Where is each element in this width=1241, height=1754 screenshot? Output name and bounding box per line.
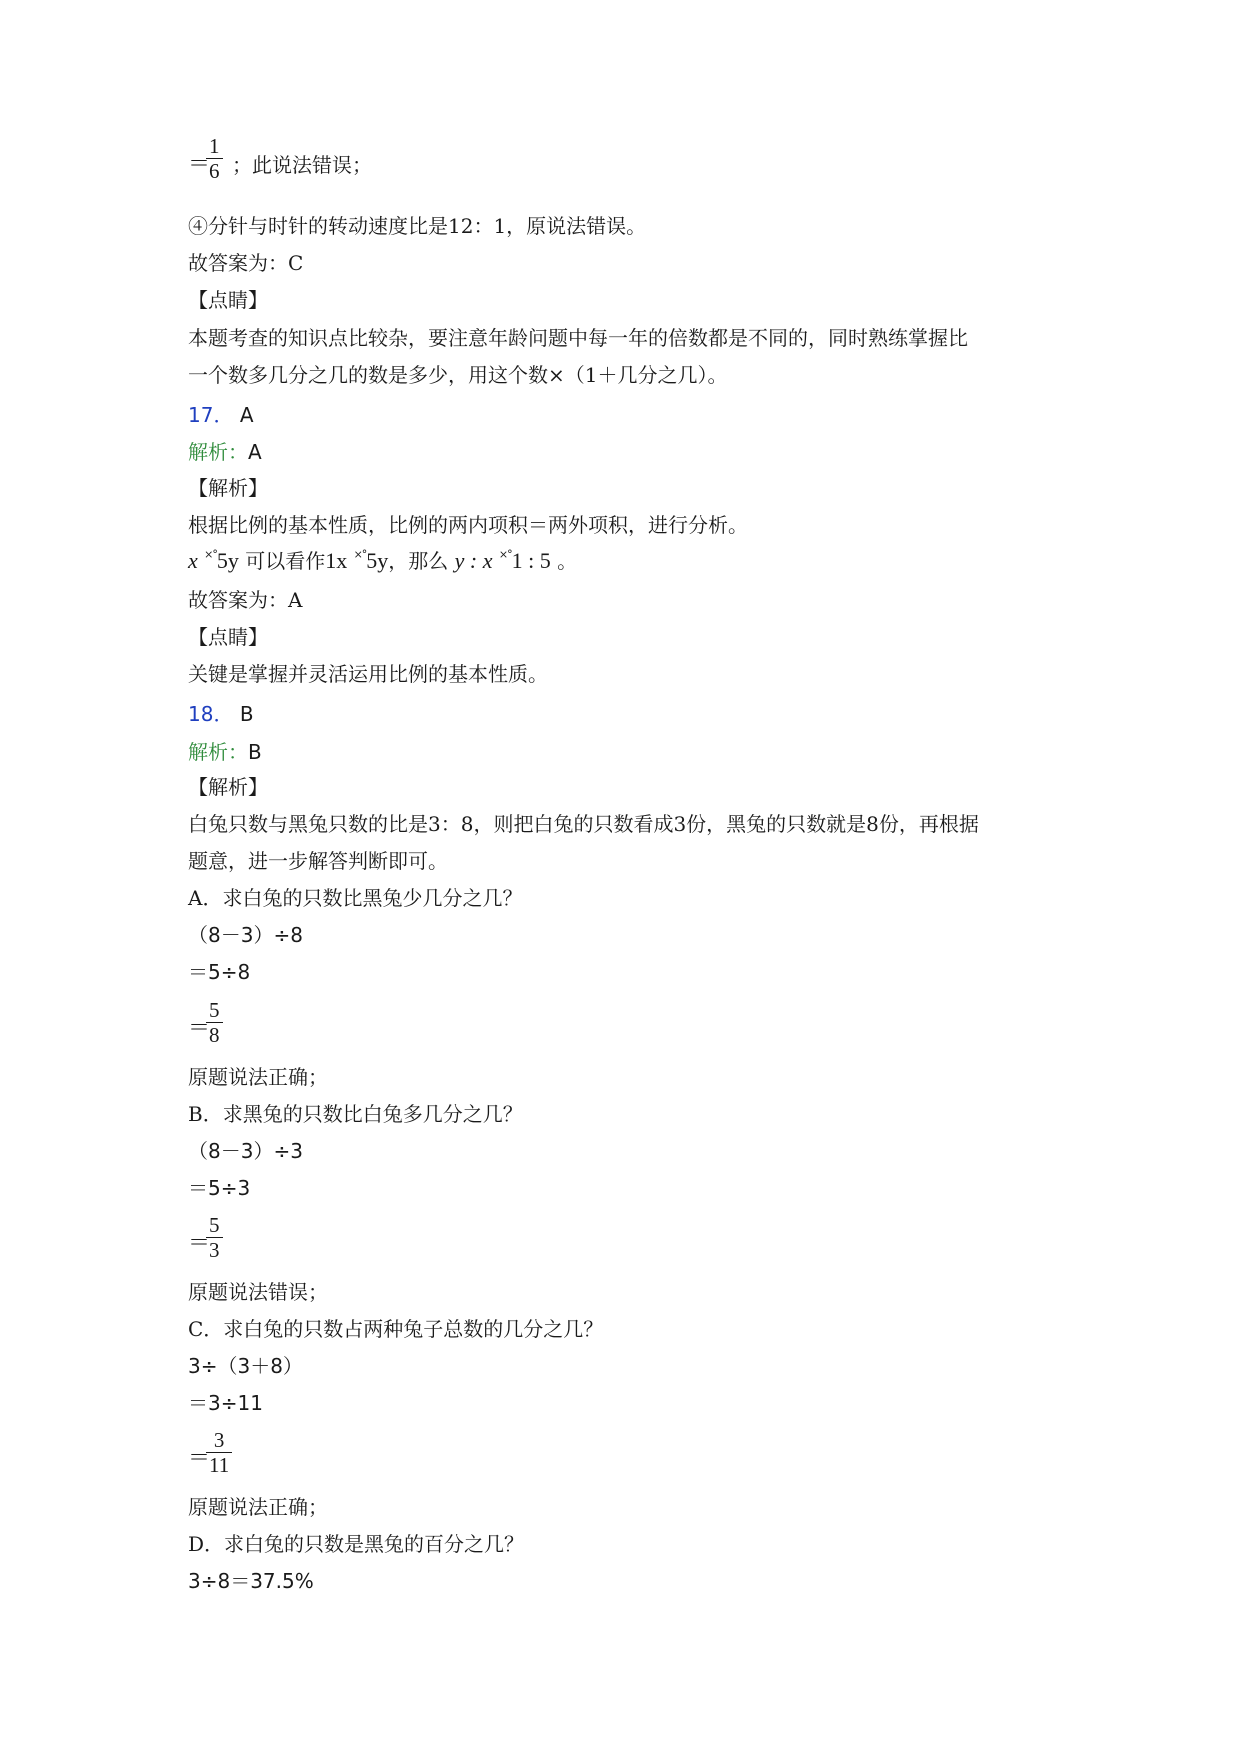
fraction-denominator: 3 [209, 1238, 220, 1262]
formula-mark: ×° [204, 548, 217, 561]
tip-heading: 【点睛】 [188, 288, 268, 312]
jiexi-label: 解析： [188, 740, 248, 764]
option-b-result: 原题说法错误； [188, 1280, 328, 1304]
fraction [206, 1213, 223, 1262]
fraction-denominator: 8 [209, 1023, 220, 1047]
fraction [206, 998, 223, 1047]
equals-sign: ＝ [188, 1231, 211, 1256]
option-b-step-1: （8－3）÷3 [188, 1139, 303, 1163]
answer-line-c: 故答案为：C [188, 251, 304, 275]
ratio-formula [188, 547, 577, 579]
option-d-step-1: 3÷8＝37.5% [188, 1569, 314, 1593]
equals-sign: ＝ [188, 152, 211, 177]
question-18-header [188, 700, 254, 728]
formula-comma: ，那么 [388, 549, 449, 573]
jiexi-label: 解析： [188, 440, 248, 464]
fraction-numerator: 1 [209, 134, 220, 158]
tip-text-line-1: 本题考查的知识点比较杂，要注意年龄问题中每一年的倍数都是不同的，同时熟练掌握比 [188, 326, 968, 350]
equals-sign: ＝ [188, 1016, 211, 1041]
jiexi-value: A [248, 440, 262, 464]
analysis-text-18b: 题意，进一步解答判断即可。 [188, 849, 448, 873]
jiexi-line-18 [188, 738, 262, 766]
tip-text-line-2: 一个数多几分之几的数是多少，用这个数×（1＋几分之几）。 [188, 363, 728, 387]
option-c-result: 原题说法正确； [188, 1495, 328, 1519]
formula-end: 。 [557, 549, 578, 573]
formula-x: x [188, 548, 198, 573]
jiexi-value: B [248, 740, 262, 764]
option-a-question: A．求白兔的只数比黑兔少几分之几？ [188, 886, 523, 910]
option-a-result: 原题说法正确； [188, 1065, 328, 1089]
question-number: 18． [188, 702, 234, 726]
formula-ratio: 1 : 5 [511, 548, 551, 573]
fraction-numerator: 5 [209, 998, 220, 1022]
question-answer: A [239, 403, 254, 427]
formula-mid: 可以看作 [245, 549, 326, 573]
fraction-denominator: 6 [209, 159, 220, 183]
formula-5y: 5y [216, 548, 239, 573]
tip-heading-17: 【点睛】 [188, 625, 268, 649]
fraction-comment: ；此说法错误； [232, 153, 372, 177]
analysis-text-18a: 白兔只数与黑兔只数的比是3：8，则把白兔的只数看成3份，黑兔的只数就是8份，再根据 [188, 812, 979, 836]
question-number: 17． [188, 403, 234, 427]
fraction-numerator: 3 [213, 1428, 225, 1452]
formula-5y-2: 5y [366, 548, 389, 573]
analysis-heading-18: 【解析】 [188, 775, 268, 799]
question-17-header [188, 401, 254, 429]
formula-mark-2: ×° [353, 548, 367, 561]
answer-line-17: 故答案为：A [188, 588, 303, 612]
item-4-text: ④分针与时针的转动速度比是12：1，原说法错误。 [188, 214, 647, 238]
option-c-step-2: ＝3÷11 [188, 1391, 263, 1415]
fraction [206, 134, 223, 183]
fraction-denominator: 11 [209, 1453, 230, 1477]
fraction [206, 1428, 232, 1477]
jiexi-line-17 [188, 438, 262, 466]
fraction-numerator: 5 [209, 1213, 220, 1237]
analysis-heading: 【解析】 [188, 476, 268, 500]
option-d-question: D．求白兔的只数是黑兔的百分之几？ [188, 1532, 525, 1556]
option-a-step-1: （8－3）÷8 [188, 923, 303, 947]
option-c-question: C．求白兔的只数占两种兔子总数的几分之几？ [188, 1317, 604, 1341]
formula-mark-3: ×° [498, 548, 512, 561]
tip-text-17: 关键是掌握并灵活运用比例的基本性质。 [188, 662, 548, 686]
analysis-text: 根据比例的基本性质，比例的两内项积＝两外项积，进行分析。 [188, 513, 748, 537]
option-b-step-2: ＝5÷3 [188, 1176, 251, 1200]
option-b-question: B．求黑兔的只数比白兔多几分之几？ [188, 1102, 523, 1126]
question-answer: B [239, 702, 254, 726]
formula-yx: y : x [454, 548, 493, 573]
option-c-step-1: 3÷（3＋8） [188, 1354, 303, 1378]
option-a-step-2: ＝5÷8 [188, 960, 251, 984]
formula-1x: 1x [325, 548, 348, 573]
equals-sign: ＝ [188, 1446, 211, 1471]
